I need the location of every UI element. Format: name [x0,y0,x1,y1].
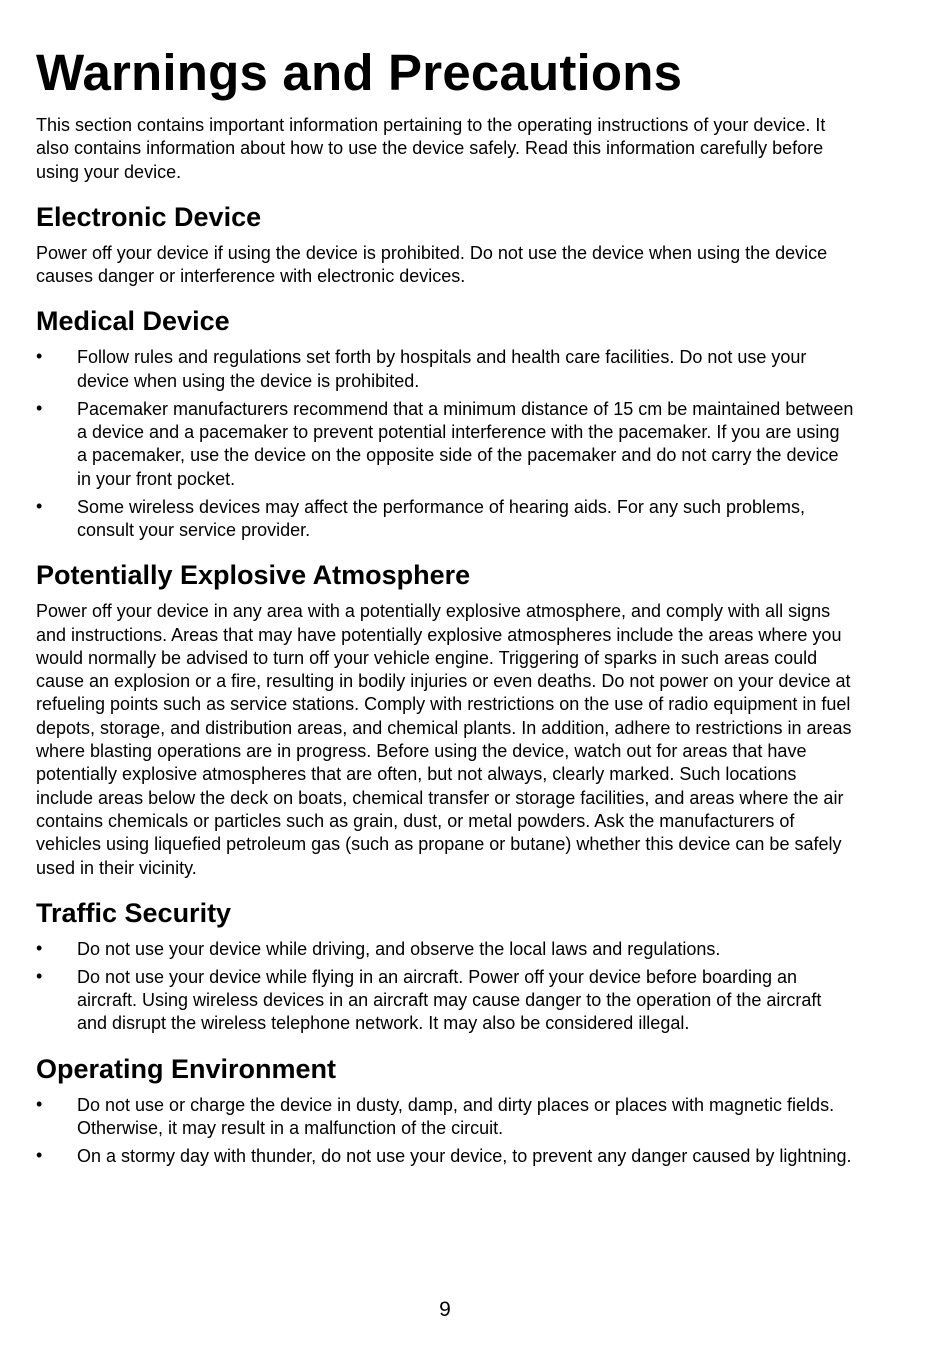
section-medical-device [36,304,854,542]
list-item-text: Some wireless devices may affect the performance of hearing aids. For any such problems, consult your service provider. [77,496,806,540]
page-title: Warnings and Precautions [36,44,683,101]
page-number: 9 [439,1298,451,1321]
bullet-icon: • [36,1144,43,1165]
section-heading: Medical Device [36,306,230,337]
section-paragraph: Power off your device if using the device is prohibited. Do not use the device when using the device causes danger or interference with electronic devices. [36,242,828,287]
section-potentially-explosive-atmosphere [36,558,854,880]
list-item [36,496,854,543]
section-heading: Electronic Device [36,201,262,232]
section-traffic-security [36,896,854,1036]
list-item-text: Do not use your device while flying in an aircraft. Power off your device before boarding an aircraft. Using wireless devices in an aircraft may cause danger to the operation of the aircraft and disrupt the wireless telephone network. It may also be considered illegal. [77,966,822,1034]
list-item [36,398,854,491]
section-paragraph: Power off your device in any area with a potentially explosive atmosphere, and comply with all signs and instructions. Areas that may have potentially explosive atmospheres include the areas where you would normally be advised to turn off your vehicle engine. Triggering of sparks in such areas could cause an explosion or a fire, resulting in bodily injuries or even deaths. Do not power on your device at refueling points such as service stations. Comply with restrictions on the use of radio equipment in fuel depots, storage, and distribution areas, and chemical plants. In addition, adhere to restrictions in areas where blasting operations are in progress. Before using the device, watch out for areas that have potentially explosive atmospheres that are often, but not always, clearly marked. Such locations include areas below the deck on boats, chemical transfer or storage facilities, and areas where the air contains chemicals or particles such as grain, dust, or metal powders. Ask the manufacturers of vehicles using liquefied petroleum gas (such as propane or butane) whether this device can be safely used in their vicinity. [36,601,852,878]
list-item [36,1145,854,1168]
bullet-icon: • [36,937,43,958]
list-item-text: Pacemaker manufacturers recommend that a minimum distance of 15 cm be maintained between a device and a pacemaker to prevent potential interference with the pacemaker. If you are using a pacemaker, use the device on the opposite side of the pacemaker and do not carry the device in your front pocket. [77,398,854,489]
bullet-icon: • [36,346,43,367]
section-heading: Traffic Security [36,897,232,928]
bullet-icon: • [36,1093,43,1114]
section-heading: Operating Environment [36,1053,337,1084]
list-item [36,346,854,393]
section-electronic-device [36,200,854,289]
bullet-icon: • [36,965,43,986]
list-item [36,1094,854,1141]
bullet-list [36,1094,854,1169]
bullet-icon: • [36,495,43,516]
bullet-list [36,938,854,1036]
document-page [36,40,854,1173]
list-item-text: Follow rules and regulations set forth by hospitals and health care facilities. Do not use your device when using the device is prohibited. [77,347,807,391]
list-item-text: On a stormy day with thunder, do not use your device, to prevent any danger caused by lightning. [77,1145,852,1166]
bullet-list [36,346,854,542]
list-item-text: Do not use your device while driving, and observe the local laws and regulations. [77,938,721,959]
section-heading: Potentially Explosive Atmosphere [36,560,471,591]
bullet-icon: • [36,397,43,418]
list-item [36,938,854,961]
list-item-text: Do not use or charge the device in dusty, damp, and dirty places or places with magnetic fields. Otherwise, it may result in a malfunction of the circuit. [77,1094,835,1138]
list-item [36,966,854,1036]
intro-paragraph: This section contains important information pertaining to the operating instructions of your device. It also contains information about how to use the device safely. Read this information carefully before using your device. [36,115,826,182]
section-operating-environment [36,1052,854,1169]
